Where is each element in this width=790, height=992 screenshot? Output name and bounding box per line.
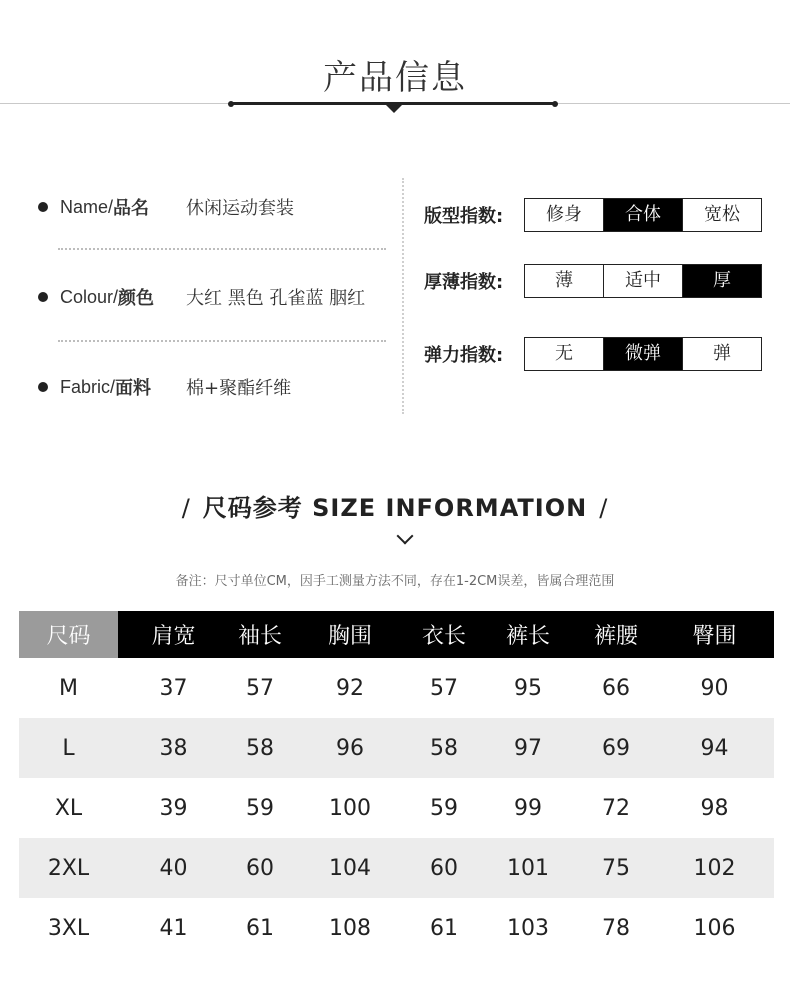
- info-row-fabric: [38, 372, 388, 402]
- header-left-dot: [228, 101, 234, 107]
- index-label: 版型指数:: [424, 206, 504, 227]
- index-options: [524, 264, 762, 298]
- table-cell: 60: [409, 838, 479, 898]
- info-key-en: Colour/: [60, 286, 119, 307]
- table-cell: 72: [602, 795, 630, 821]
- table-cell: 61: [246, 915, 274, 941]
- info-divider: [58, 248, 386, 250]
- table-cell: XL: [54, 795, 83, 821]
- info-key-cn: 面料: [115, 378, 152, 399]
- table-cell: 60: [229, 838, 291, 898]
- info-value-name: 休闲运动套装: [186, 198, 294, 219]
- vertical-divider: [402, 178, 404, 414]
- table-header-row: [19, 611, 774, 658]
- table-cell: 58: [229, 718, 291, 778]
- header-right-dot: [552, 101, 558, 107]
- table-cell: 40: [118, 838, 229, 898]
- bullet-icon: [38, 292, 48, 302]
- table-cell: 102: [655, 838, 774, 898]
- table-cell: 97: [479, 718, 577, 778]
- table-cell: 104: [291, 838, 409, 898]
- table-row: [19, 778, 774, 838]
- info-key-en: Name/: [60, 196, 114, 217]
- heading-slash-right: /: [599, 494, 609, 522]
- index-option: 无: [525, 338, 603, 370]
- info-key-cn: 颜色: [118, 288, 155, 309]
- info-value-fabric: 棉+聚酯纤维: [186, 378, 292, 399]
- bullet-icon: [38, 202, 48, 212]
- table-cell: 75: [577, 838, 655, 898]
- table-row: [19, 838, 774, 898]
- index-options: [524, 198, 762, 232]
- table-cell: 106: [693, 915, 736, 941]
- table-cell: 59: [430, 795, 458, 821]
- table-cell: 100: [329, 795, 371, 821]
- heading-slash-left: /: [181, 494, 191, 522]
- table-row: [19, 718, 774, 778]
- index-option: 适中: [603, 265, 682, 297]
- info-value-colour: 大红 黑色 孔雀蓝 胭红: [186, 288, 366, 309]
- index-option: 微弹: [603, 338, 682, 370]
- index-label: 弹力指数:: [424, 345, 504, 366]
- table-cell: 90: [700, 675, 729, 701]
- index-option: 薄: [525, 265, 603, 297]
- size-heading: [0, 488, 790, 523]
- info-key-cn: 品名: [113, 198, 150, 219]
- table-cell: 57: [430, 675, 458, 701]
- table-header-cell: 胸围: [291, 611, 409, 658]
- index-option: 合体: [603, 199, 682, 231]
- table-header-cell: 裤长: [479, 611, 577, 658]
- info-row-colour: [38, 282, 388, 312]
- index-row-fit: [424, 198, 762, 232]
- size-table: [19, 611, 774, 958]
- info-row-name: [38, 192, 388, 222]
- table-cell: 69: [577, 718, 655, 778]
- page-title: 产品信息: [323, 58, 467, 98]
- table-cell: M: [59, 675, 78, 701]
- table-cell: 99: [514, 795, 542, 821]
- size-heading-text: 尺码参考 SIZE INFORMATION: [202, 494, 588, 522]
- table-cell: 39: [159, 795, 188, 821]
- chevron-down-icon: [397, 528, 414, 545]
- info-key-en: Fabric/: [60, 376, 116, 397]
- index-option: 宽松: [682, 199, 761, 231]
- index-option: 弹: [682, 338, 761, 370]
- table-cell: 94: [655, 718, 774, 778]
- table-header-cell: 肩宽: [118, 611, 229, 658]
- table-cell: 95: [514, 675, 542, 701]
- table-cell: 96: [291, 718, 409, 778]
- info-divider: [58, 340, 386, 342]
- table-cell: 2XL: [19, 838, 118, 898]
- table-cell: 66: [602, 675, 630, 701]
- header-pointer-icon: [386, 105, 402, 113]
- table-header-cell: 尺码: [19, 611, 118, 658]
- size-note: 备注：尺寸单位CM，因手工测量方法不同，存在1-2CM误差，皆属合理范围: [175, 574, 615, 589]
- index-options: [524, 337, 762, 371]
- table-header-cell: 裤腰: [577, 611, 655, 658]
- table-cell: 61: [430, 915, 458, 941]
- table-cell: 92: [336, 675, 364, 701]
- bullet-icon: [38, 382, 48, 392]
- table-row: [19, 658, 774, 718]
- table-cell: 103: [507, 915, 549, 941]
- index-row-thickness: [424, 264, 762, 298]
- table-cell: 78: [602, 915, 630, 941]
- index-option: 厚: [682, 265, 761, 297]
- table-header-cell: 袖长: [229, 611, 291, 658]
- table-cell: L: [19, 718, 118, 778]
- table-header-cell: 衣长: [409, 611, 479, 658]
- table-cell: 57: [246, 675, 274, 701]
- table-header-cell: 臀围: [655, 611, 774, 658]
- table-cell: 41: [159, 915, 188, 941]
- table-cell: 3XL: [47, 915, 90, 941]
- table-cell: 37: [159, 675, 188, 701]
- index-label: 厚薄指数:: [424, 272, 504, 293]
- table-cell: 101: [479, 838, 577, 898]
- table-cell: 38: [118, 718, 229, 778]
- table-cell: 98: [700, 795, 729, 821]
- table-cell: 59: [246, 795, 274, 821]
- table-cell: 108: [329, 915, 371, 941]
- index-option: 修身: [525, 199, 603, 231]
- table-cell: 58: [409, 718, 479, 778]
- index-row-stretch: [424, 337, 762, 371]
- table-row: [19, 898, 774, 958]
